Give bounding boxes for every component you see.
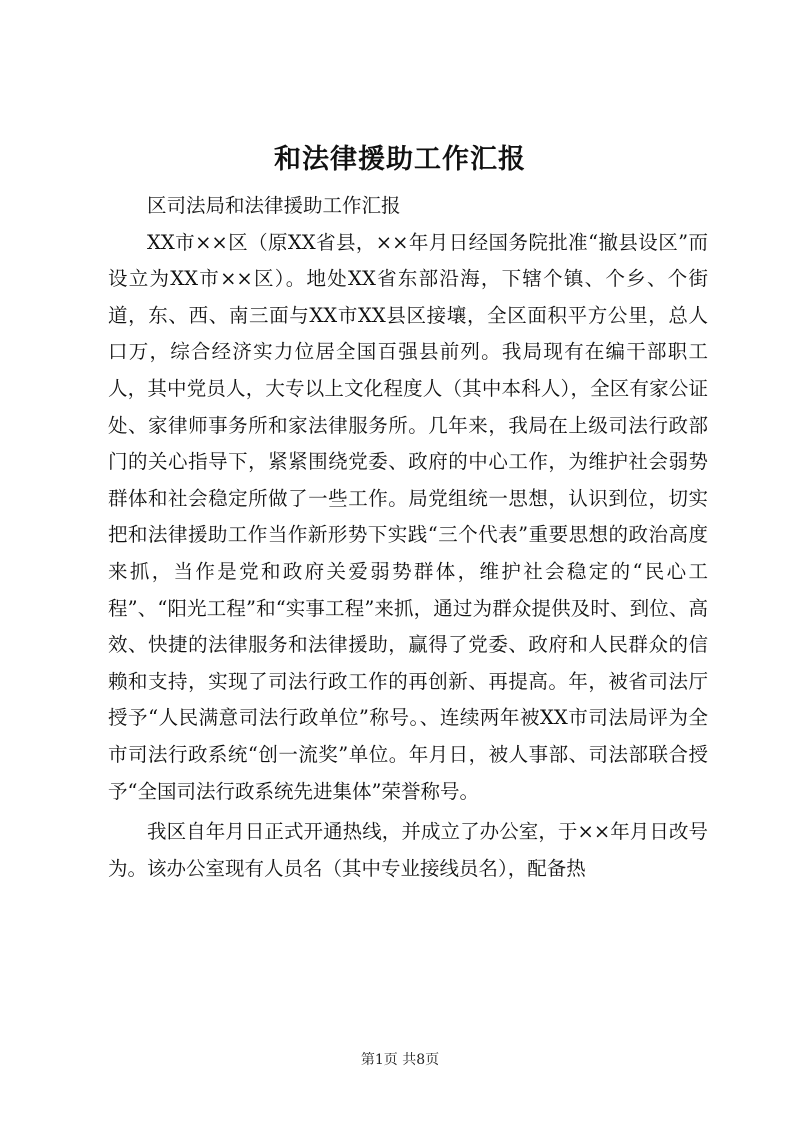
body-paragraph-2: 我区自年月日正式开通热线，并成立了办公室，于××年月日改号为。该办公室现有人员名（其中专业接线员名），配备热: [108, 820, 708, 880]
subtitle-line: 区司法局和法律援助工作汇报: [147, 194, 401, 217]
page-footer: 第1页 共8页: [360, 1052, 440, 1068]
document-body: [108, 188, 708, 887]
body-paragraph-1: XX市××区（原XX省县，××年月日经国务院批准“撤县设区”而设立为XX市××区）。地处XX省东部沿海，下辖个镇、个乡、个街道，东、西、南三面与XX市XX县区接壤，全区面积平方公里，总人口万，综合经济实力位居全国百强县前列。我局现有在编干部职工人，其中党员人，大专以上文化程度人（其中本科人），全区有家公证处、家律师事务所和家法律服务所。几年来，我局在上级司法行政部门的关心指导下，紧紧围绕党委、政府的中心工作，为维护社会弱势群体和社会稳定所做了一些工作。局党组统一思想，认识到位，切实把和法律援助工作当作新形势下实践“三个代表”重要思想的政治高度来抓，当作是党和政府关爱弱势群体，维护社会稳定的“民心工程”、“阳光工程”和“实事工程”来抓，通过为群众提供及时、到位、高效、快捷的法律服务和法律援助，赢得了党委、政府和人民群众的信赖和支持，实现了司法行政工作的再创新、再提高。年，被省司法厅授予“人民满意司法行政单位”称号。、连续两年被XX市司法局评为全市司法行政系统“创一流奖”单位。年月日，被人事部、司法部联合授予“全国司法行政系统先进集体”荣誉称号。: [108, 230, 708, 803]
document-title: 和法律援助工作汇报: [274, 144, 526, 175]
